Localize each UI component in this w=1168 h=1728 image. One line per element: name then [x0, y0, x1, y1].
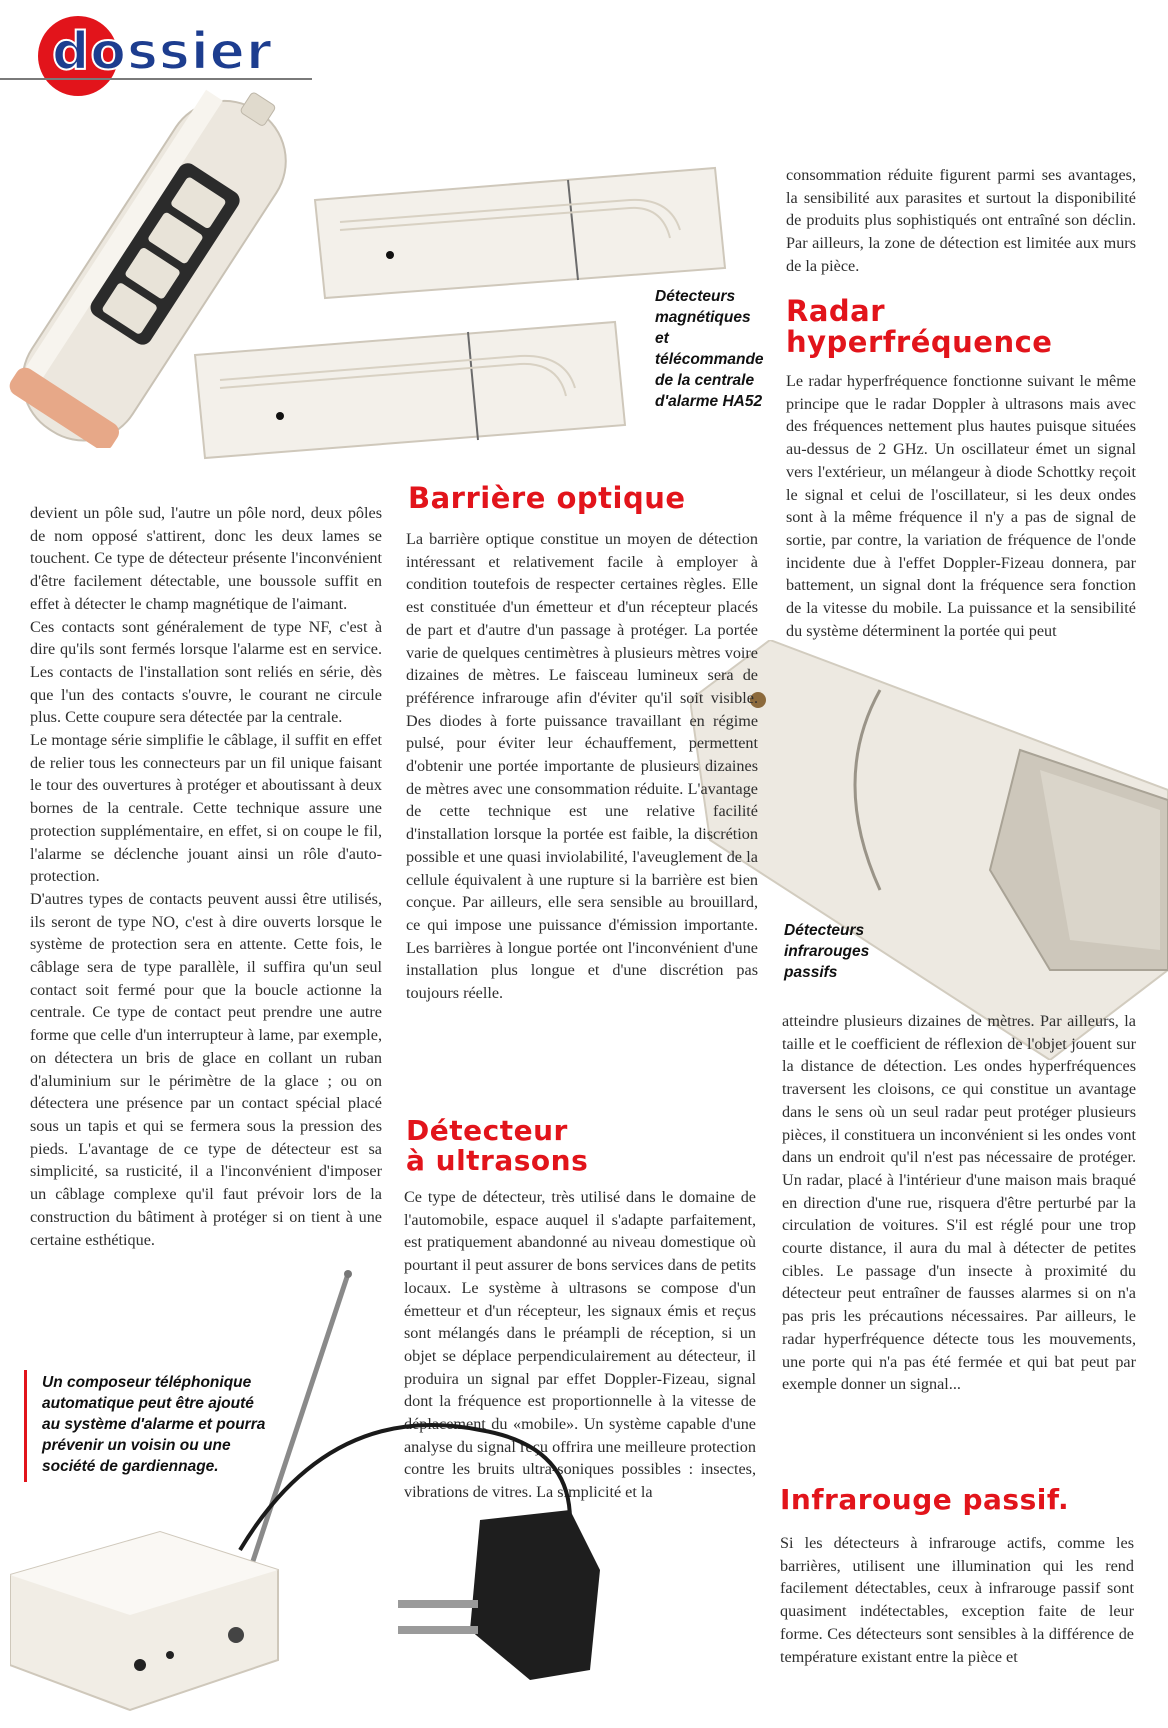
caption-infrared: Détecteurs infrarouges passifs	[784, 922, 870, 981]
col1-text	[30, 502, 382, 1251]
heading-ultrasons	[406, 1116, 766, 1176]
col1-paragraph-1: devient un pôle sud, l'autre un pôle nord, deux pôles de nom opposé s'attirent, donc les deux lames se touchent. Ce type de détecteur présente l'inconvénient d'être facilement détectable, une boussole suffit en effet à détecter le champ magnétique de l'aimant.	[30, 504, 382, 613]
infrared-detector-image	[690, 640, 1168, 1060]
phone-dialer-image	[10, 1270, 610, 1728]
heading-ultrasons-line1: Détecteur	[406, 1114, 568, 1147]
ir-paragraph: Si les détecteurs à infrarouge actifs, comme les barrières, utilisent une illumination qui les rend facilement détectables, ceux à infrarouge passif sont quasiment indétectables, exception faite de leur forme. Ces détecteurs sont sensibles à la différence de température existant entre la pièce et	[780, 1534, 1134, 1666]
section-label: dossier	[52, 22, 273, 82]
caption-magnetic-detectors: Détecteurs magnétiques et télécommande de la centrale d'alarme HA52	[655, 288, 764, 410]
caption-phone-dialer: Un composeur téléphonique automatique peut être ajouté au système d'alarme et pourra prévenir un voisin ou une société de gardiennage.	[42, 1374, 266, 1475]
heading-barriere-optique: Barrière optique	[408, 481, 686, 515]
col1-paragraph-3: Le montage série simplifie le câblage, il suffit en effet de relier tous les connecteurs par un fil unique faisant le tour des ouvertures à protéger et aboutissant à deux bornes de la centrale. Cette technique assure une protection supplémentaire, en effet, si on coupe le fil, l'alarme se déclenche jouant ainsi un rôle d'auto-protection.	[30, 731, 382, 886]
barriere-paragraph: La barrière optique constitue un moyen de détection intéressant et relativement facile à employer à condition toutefois de respecter certaines règles. Elle est constituée d'un émetteur et d'un récepteur placés de part et d'autre d'un passage à protéger. La portée varie de quelques centimètres à plusieurs mètres voire dizaines de mètres. Le faisceau lumineux sera de préférence infrarouge afin d'éviter qu'il soit visible. Des diodes à forte puissance travaillant en régime pulsé, pour éviter leur échauffement, permettent d'obtenir une portée importante de plusieurs dizaines de mètres avec une consommation réduite. L'avantage de cette technique est une relative facilité d'installation lorsque la portée est faible, la discrétion possible et une quasi inviolabilité, l'aveuglement de la cellule équivalent à une rupture si la barrière est bien conçue. Par ailleurs, elle sera sensible au brouillard, ce qui impose une puissance d'émission importante. Les barrières à longue portée ont l'inconvénient d'une installation plus longue et d'une discrétion pas toujours réelle.	[406, 530, 758, 1003]
radar-paragraph: Le radar hyperfréquence fonctionne suivant le même principe que le radar Doppler à ultrasons mais avec des fréquences nettement plus hautes puisque situées au-dessus de 2 GHz. Un oscillateur émet un signal vers l'extérieur, un mélangeur à diode Schottky reçoit le signal et celui de l'oscillateur, si les deux ondes sont à la même fréquence il n'y a pas de signal de sortie, par contre, la variation de fréquence de l'onde incidente due à l'effet Doppler-Fizeau donnera, par battement, un signal dont la fréquence sera fonction de la vitesse du mobile. La puissance et la sensibilité du système déterminent la portée qui peut	[786, 372, 1136, 640]
magnetic-detector-bottom-image	[190, 310, 630, 460]
col1-paragraph-2: Ces contacts sont généralement de type NF, c'est à dire qu'ils sont fermés lorsque l'alarme est en service. Les contacts de l'installation sont reliés en série, dès que l'un des contacts s'ouvre, le courant ne circule plus. Cette coupure sera détectée par la centrale.	[30, 617, 382, 727]
col3-top-paragraph: consommation réduite figurent parmi ses avantages, la sensibilité aux parasites et surtout la disponibilité de produits plus sophistiqués ont entraîné son déclin. Par ailleurs, la zone de détection est limitée aux murs de la pièce.	[786, 166, 1136, 275]
heading-radar-line2: hyperfréquence	[786, 325, 1053, 359]
magnetic-detector-top-image	[310, 160, 730, 300]
heading-radar	[786, 296, 1146, 358]
heading-ultrasons-line2: à ultrasons	[406, 1144, 589, 1177]
radar-paragraph-continued: atteindre plusieurs dizaines de mètres. Par ailleurs, la taille et le coefficient de réflexion de l'objet jouent sur la distance de détection. Les ondes hyperfréquences traversent les cloisons, ce qui constitue un avantage dans le sens où un seul radar peut protéger plusieurs pièces, il constituera un inconvénient si les ondes vont dans un endroit qu'il n'est pas nécessaire de protéger. Un radar, placé à l'intérieur d'une maison mais braqué en direction d'une rue, risquera d'être perturbé par la circulation de voitures. S'il est réglé pour une trop courte distance, il aura du mal à détecter de petites cibles. Le passage d'un insecte à proximité du détecteur peut entraîner de fausses alarmes si on n'a pas pris les précautions nécessaires. Par ailleurs, le radar hyperfréquence détecte tous les mouvements, une porte qui n'a pas été fermée et qui bat peut par exemple donner un signal...	[782, 1012, 1136, 1394]
ultrasons-paragraph: Ce type de détecteur, très utilisé dans le domaine de l'automobile, espace auquel il s'adapte parfaitement, est pratiquement abandonné au niveau domestique où pourtant il peut assurer de bons services dans de petits locaux. Le système à ultrasons se compose d'un émetteur et d'un récepteur, les signaux émis et reçus sont mélangés dans le préampli de réception, si un objet se déplace perpendiculairement au détecteur, il produira un signal par effet Doppler-Fizeau, signal dont la fréquence est proportionnelle à la vitesse de déplacement du «mobile». Un système capable d'une analyse du signal reçu offrira une meilleure protection contre les bruits ultra-soniques possibles : insectes, vibrations de vitres. La simplicité et la	[404, 1188, 756, 1502]
caption-phone-bar	[24, 1370, 27, 1482]
col1-paragraph-4: D'autres types de contacts peuvent aussi être utilisés, ils seront de type NO, c'est à dire ouverts lorsque le système de protection sera en attente. Cette fois, le câblage sera de type parallèle, il suffira qu'un seul contact soit fermé pour que la boucle actionne la centrale. Ce type de contact peut prendre une autre forme que celle d'un interrupteur à lame, par exemple, on détectera un bris de glace en collant un ruban d'aluminium sur le périmètre de la glace ; ou on détectera une présence par un contact spécial placé sous un tapis et qui se fermera sous la pression des pieds. L'avantage de ce type de détecteur est sa simplicité, sa rusticité, il a l'inconvénient d'imposer un câblage complexe qu'il faut prévoir lors de la construction du bâtiment à protéger si on tient à une certaine esthétique.	[30, 889, 382, 1249]
heading-radar-line1: Radar	[786, 294, 886, 328]
heading-infrarouge-passif: Infrarouge passif.	[780, 1483, 1070, 1516]
